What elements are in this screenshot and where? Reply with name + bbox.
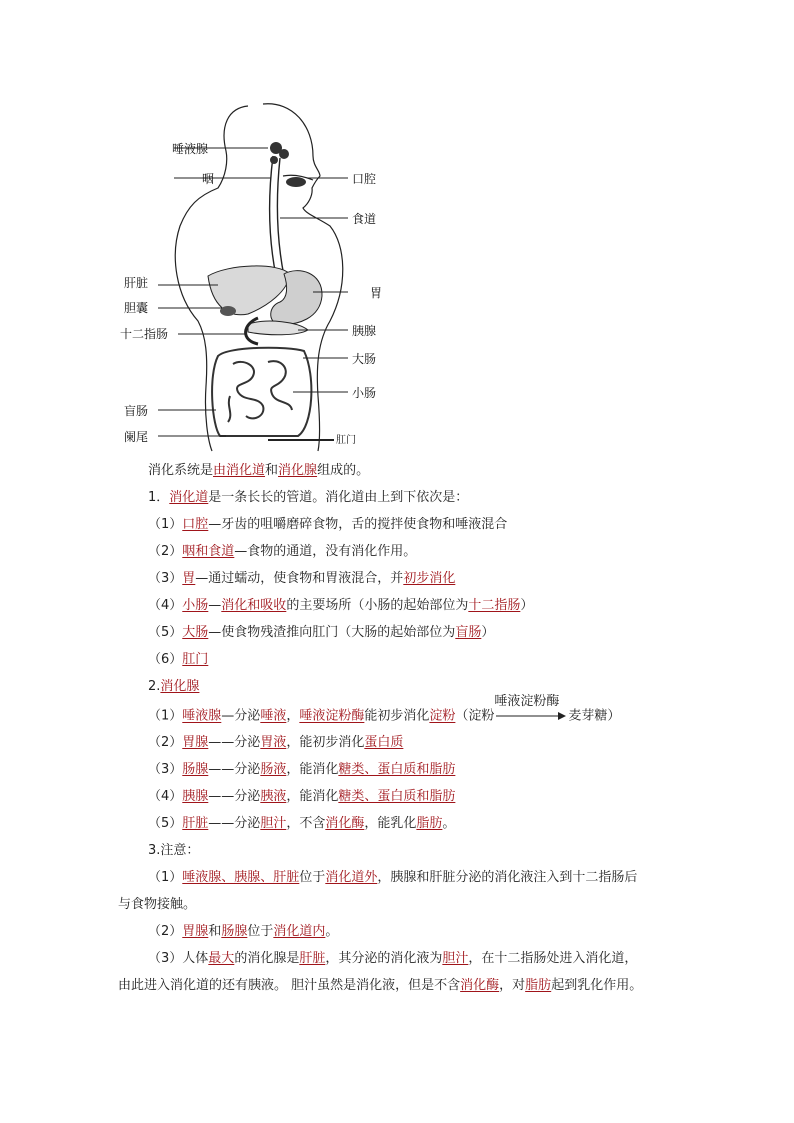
label-duodenum: 十二指肠 [120, 327, 169, 341]
label-salivary-gland: 唾液腺 [172, 142, 209, 156]
s3-item-1: （1）唾液腺、胰腺、肝脏位于消化道外，胰腺和肝脏分泌的消化液注入到十二指肠后 [148, 870, 638, 885]
intro-line: 消化系统是由消化道和消化腺组成的。 [148, 463, 370, 478]
s2-item-5: （5）肝脏——分泌胆汁，不含消化酶，能乳化脂肪。 [148, 816, 456, 831]
s2-item-2: （2）胃腺——分泌胃液，能初步消化蛋白质 [148, 735, 404, 750]
label-oral-cavity: 口腔 [352, 172, 377, 186]
label-stomach: 胃 [370, 286, 383, 300]
label-liver: 肝脏 [124, 276, 149, 290]
label-anus: 肛门 [336, 435, 356, 446]
s3-item-2: （2）胃腺和肠腺位于消化道内。 [148, 924, 339, 939]
s2-item-4: （4）胰腺——分泌胰液，能消化糖类、蛋白质和脂肪 [148, 789, 456, 804]
label-pancreas: 胰腺 [352, 324, 377, 338]
s2-item-1: （1）唾液腺—分泌唾液，唾液淀粉酶能初步消化淀粉（淀粉 唾液淀粉酶 麦芽糖） [148, 706, 620, 727]
section2-heading: 2.消化腺 [148, 679, 200, 694]
digestive-system-illustration [108, 96, 408, 456]
s1-item-3: （3）胃—通过蠕动，使食物和胃液混合，并初步消化 [148, 571, 456, 586]
label-cecum: 盲肠 [124, 404, 149, 418]
digestive-system-diagram [108, 96, 408, 456]
s1-item-1: （1）口腔—牙齿的咀嚼磨碎食物，舌的搅拌使食物和唾液混合 [148, 517, 508, 532]
label-pharynx: 咽 [202, 172, 215, 186]
label-gallbladder: 胆囊 [124, 301, 149, 315]
reaction-arrow: 唾液淀粉酶 [494, 706, 568, 726]
s1-item-5: （5）大肠—使食物残渣推向肛门（大肠的起始部位为盲肠） [148, 625, 495, 640]
label-esophagus: 食道 [352, 212, 377, 226]
label-large-intestine: 大肠 [352, 352, 377, 366]
label-appendix: 阑尾 [124, 430, 149, 444]
section3-heading: 3.注意： [148, 843, 200, 858]
s3-item-1-cont: 与食物接触。 [118, 897, 197, 912]
s2-item-3: （3）肠腺——分泌肠液，能消化糖类、蛋白质和脂肪 [148, 762, 456, 777]
s3-item-3: （3）人体最大的消化腺是肝脏，其分泌的消化液为胆汁，在十二指肠处进入消化道， [148, 951, 638, 966]
s3-item-3-cont: 由此进入消化道的还有胰液。 胆汁虽然是消化液，但是不含消化酶，对脂肪起到乳化作用。 [118, 978, 643, 993]
s1-item-2: （2）咽和食道—食物的通道，没有消化作用。 [148, 544, 417, 559]
s1-item-4: （4）小肠—消化和吸收的主要场所（小肠的起始部位为十二指肠） [148, 598, 534, 613]
label-small-intestine: 小肠 [352, 386, 377, 400]
section1-heading: 1．消化道是一条长长的管道。消化道由上到下依次是： [148, 490, 469, 505]
s1-item-6: （6）肛门 [148, 652, 209, 667]
